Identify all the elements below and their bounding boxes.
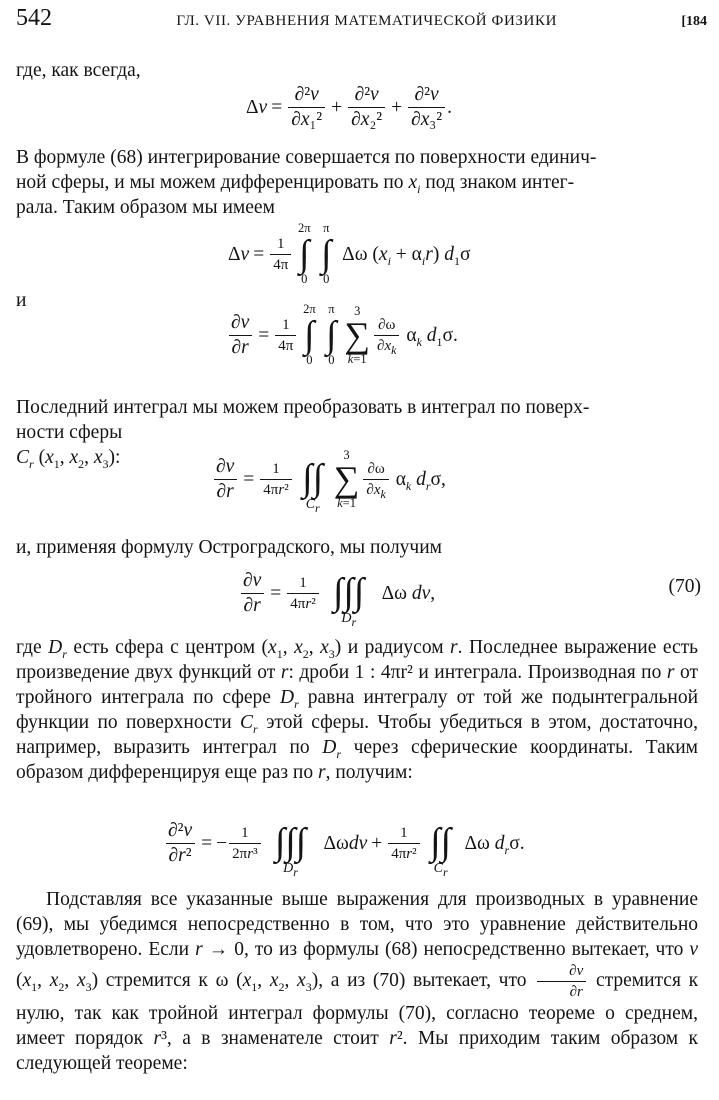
paragraph-4: и, применяя формулу Остроградского, мы получим (16, 537, 443, 558)
equation-number: (70) (668, 576, 701, 597)
paragraph-5: где $D_r$ есть сфера с центром ($x_1$, $x_2$, $x_3$) и радиусом r. Последнее выражение есть произведение двух функций от r: дроби 1 : 4πr² и интеграла. Производная по r от тройного интеграла по сфере $D_r$ равна интегралу от той же подынтегральной функции по поверхности $C_r$ этой сферы. Чтобы убедиться в этом, достаточно, например, выразить интеграл по $D_r$ через сферические координаты. Таким образом дифференцируя еще раз по r, получим: (16, 637, 699, 783)
paragraph-2: В формуле (68) интегрирование совершается по поверхности единич- ной сферы, и мы можем дифференцировать по $x_i$ под знаком интег- рала. Таким образом мы имеем (16, 147, 597, 218)
equation-laplacian: Δv = $\frac{\text{∂²v}}{\text{∂x₁²}}$ + $\frac{\text{∂²v}}{\text{∂x₂²}}$ + $\frac{\text{∂²v}}{\text{∂x₃²}}$ . (246, 84, 452, 130)
paragraph-intro: где, как всегда, (16, 60, 141, 81)
running-title: ГЛ. VII. УРАВНЕНИЯ МАТЕМАТИЧЕСКОЙ ФИЗИКИ (176, 13, 558, 29)
paragraph-6: Подставляя все указанные выше выражения для производных в уравнение (69), мы убедимся непосредственно в том, что это уравнение действительно удовлетворено. Если r → 0, то из формулы (68) непосредственно вытекает, что v ($x_1$, $x_2$, $x_3$) стремится к ω ($x_1$, $x_2$, $x_3$), а из (70) вытекает, что $\frac{\partial v}{\partial r}$ стремится к нулю, так как тройной интеграл формулы (70), согласно теореме о среднем, имеет порядок r³, а в знаменателе стоит r². Мы приходим таким образом к следующей теореме: (16, 889, 699, 1074)
paragraph-3: Последний интеграл мы можем преобразовать в интеграл по поверх- ности сферы $C_r$ ($x_1$, $x_2$, $x_3$): (16, 397, 590, 471)
page-number: 542 (16, 5, 52, 31)
equation-dv-dr-unit-sphere: $\frac{\partial v}{\partial r}$ = $\frac{1}{4\pi}$ 2π ∫ 0 π ∫ 0 3 ∑ k=1 $\frac{\partial\omega}{\partial x_k}$ $\alpha_k$ $d_1\sigma$. (0, 303, 719, 383)
equation-laplacian-integral: Δv = $\frac{1}{4\pi}$ 2π ∫ 0 π ∫ 0 Δω $(x_i + \alpha_ir)$ $d_1\sigma$ (228, 221, 471, 286)
section-number: [184 (681, 14, 707, 29)
equation-70: $\frac{\partial v}{\partial r}$ = $\frac{1}{\text{4πr²}}$ ∫∫∫ $D_r$ Δω dv, (70) (0, 560, 719, 624)
equation-second-derivative: $\frac{\text{∂²v}}{\text{∂r²}}$ = − $\frac{1}{\text{2πr³}}$ ∫∫∫ $D_r$ Δωdv + $\frac{1}{\text{4πr²}}$ ∫∫ $C_r$ Δω $d_r\sigma$. (0, 810, 719, 880)
equation-dv-dr-sphere-Cr: $\frac{\partial v}{\partial r}$ = $\frac{1}{\text{4πr²}}$ ∫∫ $C_r$ 3 ∑ k=1 $\frac{\partial\omega}{\partial x_k}$ $\alpha_k$ $d_r\sigma$, (0, 446, 719, 524)
page-header (16, 6, 707, 36)
conjunction-and: и (16, 290, 27, 311)
